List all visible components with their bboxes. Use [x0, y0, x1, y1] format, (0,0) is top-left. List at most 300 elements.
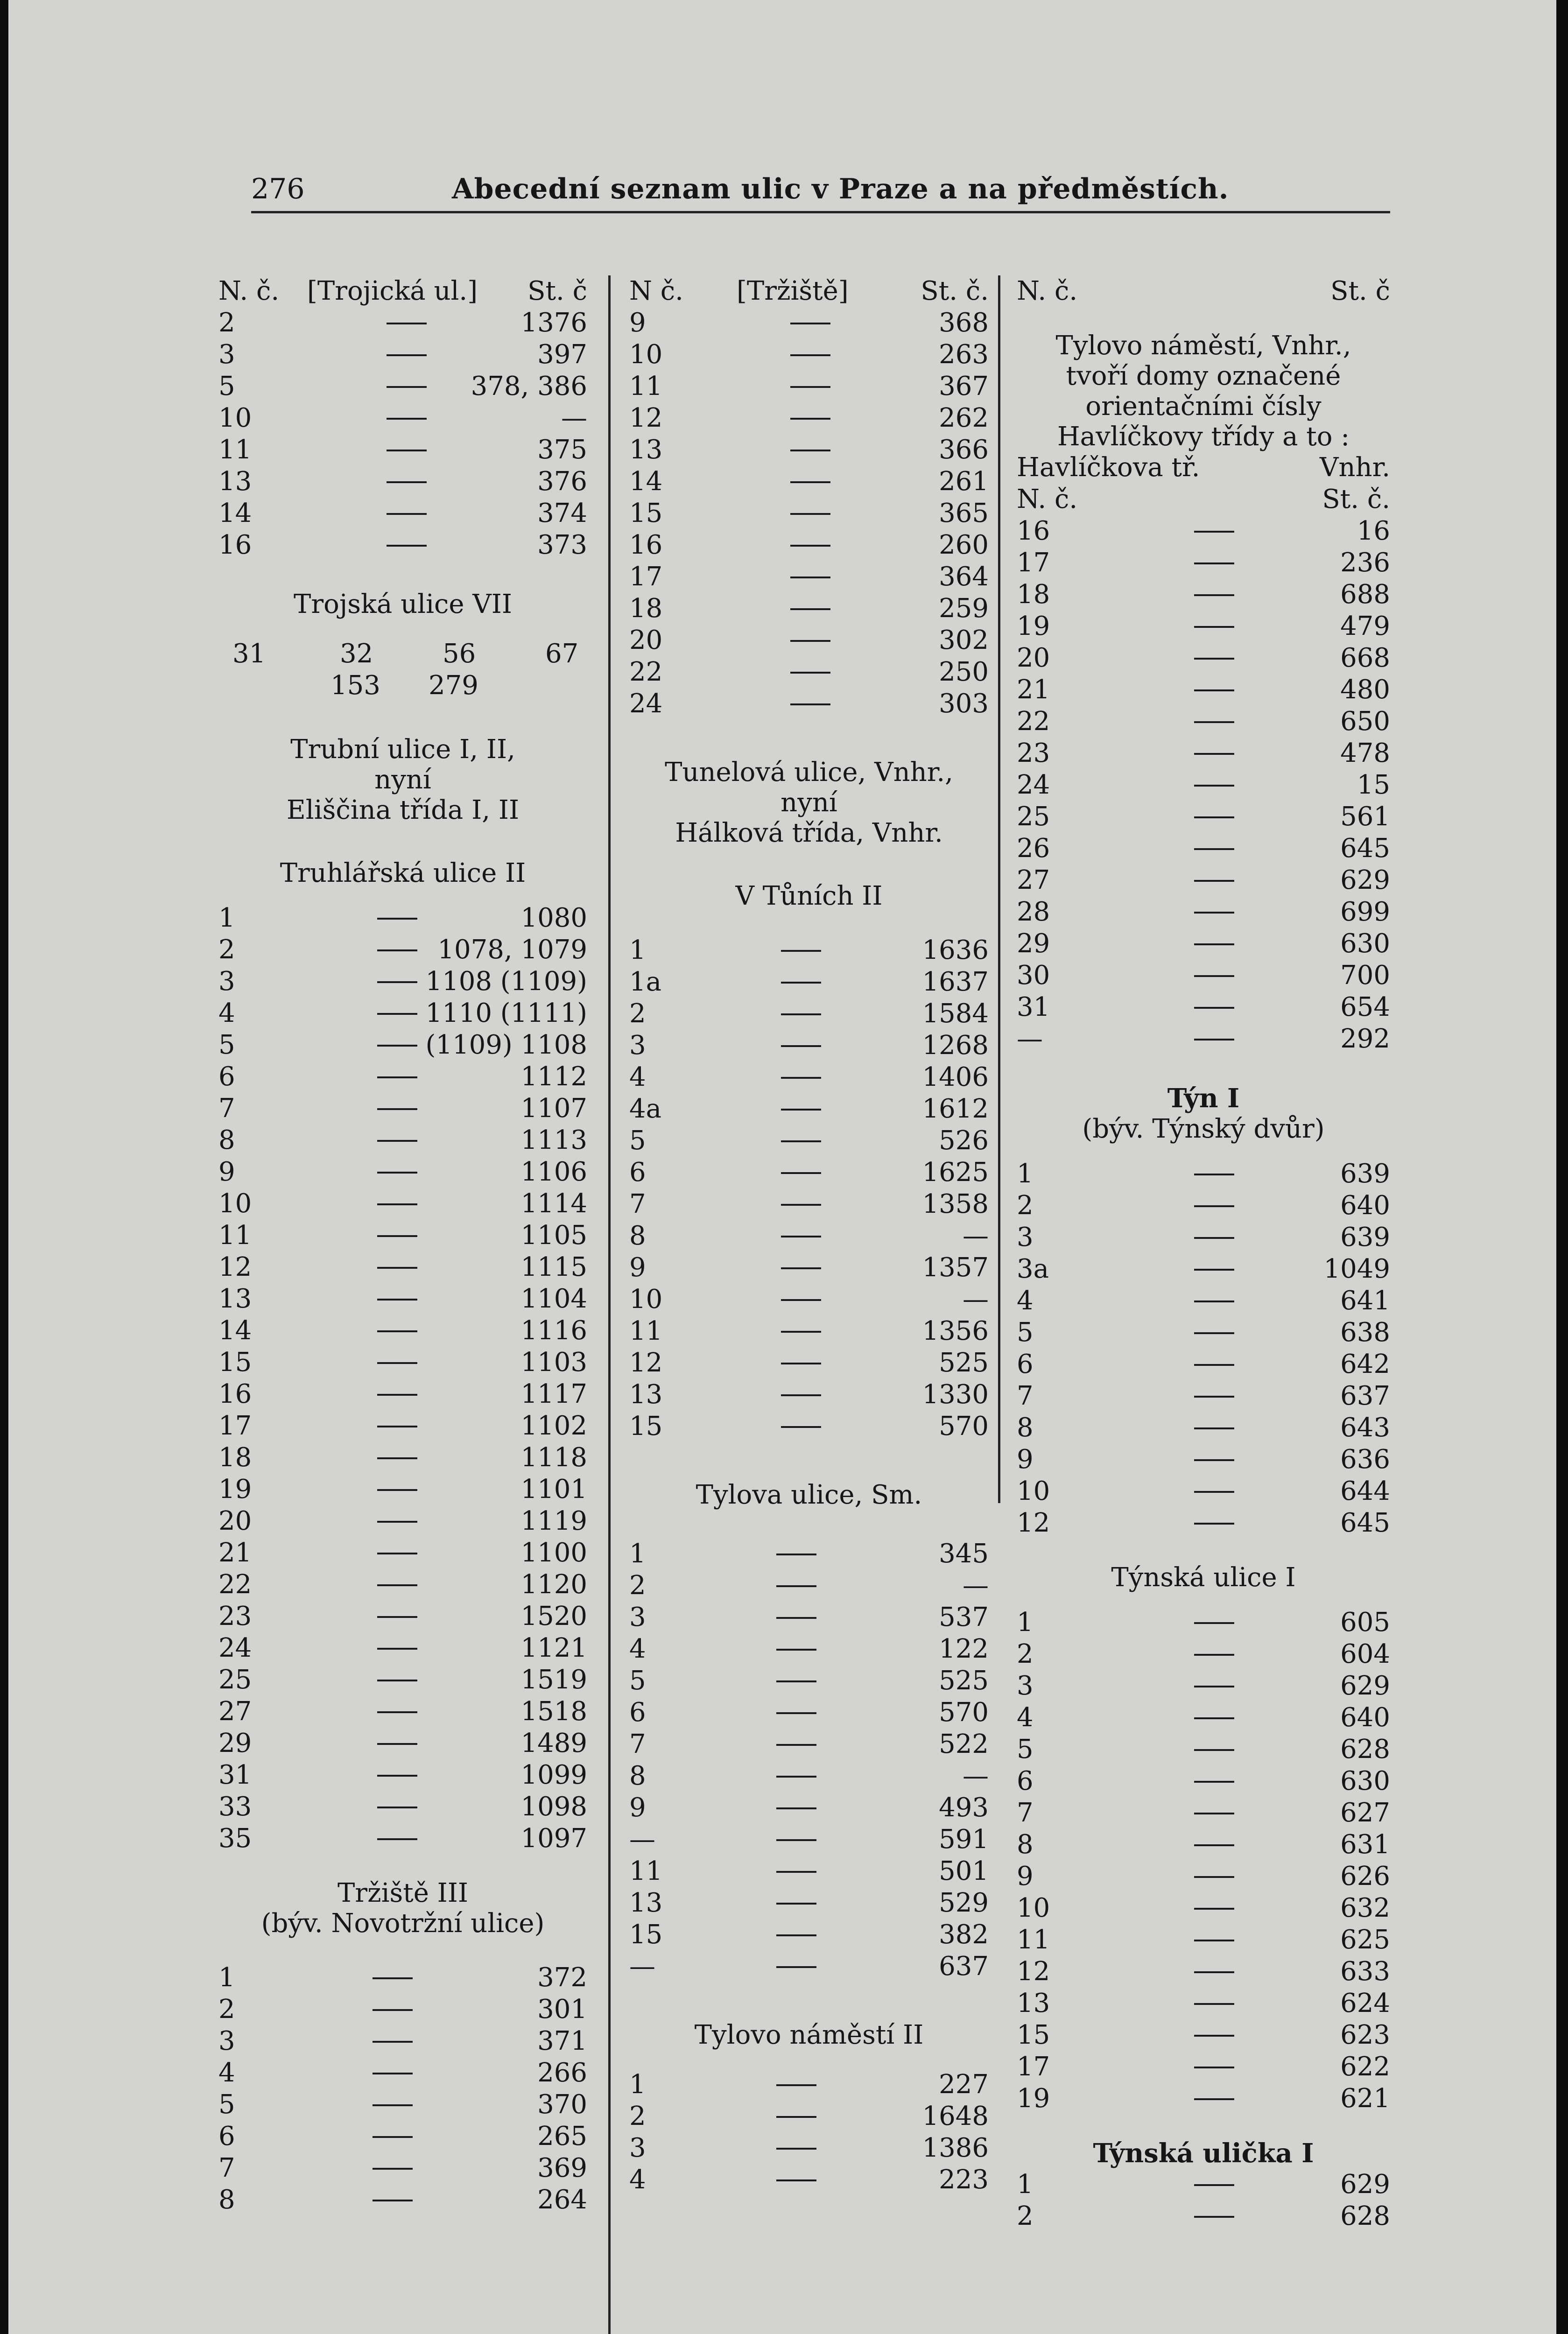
old-number: 1106	[520, 1157, 587, 1187]
house-number: 33	[218, 1792, 252, 1822]
list-item	[218, 1664, 587, 1696]
dash-separator	[1194, 594, 1234, 596]
dash-separator	[373, 2168, 413, 2170]
eliscina-title: Eliščina třída I, II	[286, 795, 520, 825]
house-number: 31	[218, 1760, 252, 1790]
tynska-title: Týnská ulice I	[1111, 1562, 1296, 1593]
list-item	[218, 307, 587, 339]
house-number: 6	[1017, 1766, 1034, 1796]
old-number: 122	[939, 1634, 989, 1664]
dash-separator	[373, 1977, 413, 1979]
dash-separator	[373, 2073, 413, 2074]
dash-separator	[781, 1331, 821, 1333]
house-number: 11	[218, 435, 252, 465]
dash-separator	[377, 1648, 417, 1650]
list-item	[629, 307, 989, 339]
house-number: 29	[218, 1728, 252, 1758]
list-item	[1017, 1797, 1390, 1829]
list-item	[218, 2089, 587, 2121]
house-number: 6	[629, 1697, 646, 1728]
tylovo-vnhr-line: Havlíčkovy třídy a to :	[1057, 422, 1350, 452]
house-number: 11	[629, 371, 663, 401]
list-item	[629, 1093, 989, 1125]
dash-separator	[1194, 1844, 1234, 1846]
tyn-title: Týn I	[1167, 1083, 1240, 1114]
list-item	[629, 1157, 989, 1188]
old-number: 16	[1357, 516, 1390, 546]
list-item	[1017, 1988, 1390, 2019]
dash-separator	[1194, 2003, 1234, 2005]
list-item	[629, 1188, 989, 1220]
list-item	[629, 2164, 989, 2196]
old-number: 1330	[922, 1379, 989, 1410]
column-divider-left	[608, 275, 611, 2334]
old-number: (1109) 1108	[425, 1030, 587, 1060]
house-number: 5	[218, 1030, 235, 1060]
list-item	[218, 2121, 587, 2152]
dash-separator	[377, 1076, 417, 1078]
house-number: 8	[218, 1125, 235, 1155]
havlickova-name: Havlíčkova tř.	[1017, 452, 1200, 483]
house-number: 28	[1017, 897, 1050, 927]
list-item	[218, 1759, 587, 1791]
dash-separator	[377, 1394, 417, 1396]
old-number: 367	[939, 371, 989, 401]
tylovo-title: Tylovo náměstí II	[694, 2020, 924, 2050]
house-number: 12	[1017, 1956, 1050, 1987]
trubni-now: nyní	[374, 765, 431, 795]
house-number: 27	[218, 1696, 252, 1727]
house-number: 1	[1017, 1159, 1034, 1189]
list-item	[629, 966, 989, 998]
list-item	[1017, 991, 1390, 1023]
dash-separator	[776, 1934, 816, 1936]
list-item	[1017, 1380, 1390, 1412]
dash-separator	[1194, 1876, 1234, 1878]
house-number: 9	[1017, 1444, 1034, 1475]
old-number: 1489	[520, 1728, 587, 1758]
list-item	[1017, 865, 1390, 896]
list-item	[218, 1823, 587, 1855]
dash-separator	[373, 2136, 413, 2138]
house-number: 17	[1017, 548, 1050, 578]
house-number: 3	[218, 339, 235, 370]
list-item	[629, 1919, 989, 1951]
tyn-rows	[1017, 1158, 1390, 1539]
dash-separator	[377, 918, 417, 920]
list-item	[1017, 1023, 1390, 1055]
dash-separator	[790, 354, 830, 356]
old-number: 628	[1340, 2201, 1390, 2231]
old-number: 260	[939, 530, 989, 560]
dash-separator	[781, 1299, 821, 1301]
dash-separator	[1194, 1686, 1234, 1687]
old-number: 1113	[520, 1125, 587, 1155]
old-number: 1100	[520, 1538, 587, 1568]
dash-separator	[776, 1617, 816, 1619]
list-item	[1017, 579, 1390, 611]
list-item	[1017, 1190, 1390, 1222]
house-number: 8	[629, 1761, 646, 1791]
house-number: 16	[1017, 516, 1050, 546]
house-number: 8	[629, 1221, 646, 1251]
dash-separator	[377, 1267, 417, 1269]
house-number: 6	[218, 1062, 235, 1092]
dash-separator	[1194, 1749, 1234, 1751]
dash-separator	[776, 1903, 816, 1905]
house-number: 5	[629, 1125, 646, 1156]
truhlarska-rows	[218, 902, 587, 1855]
tylovo-vnhr-line: orientačními čísly	[1085, 391, 1322, 422]
dash-separator	[781, 1394, 821, 1396]
house-number: 2	[218, 308, 235, 338]
dash-separator	[1194, 1301, 1234, 1302]
house-number: 1a	[629, 967, 662, 997]
house-number: 6	[1017, 1349, 1034, 1379]
house-number: 1	[218, 903, 235, 933]
old-number: 1518	[520, 1696, 587, 1727]
dash-separator	[387, 513, 427, 515]
old-number: —	[963, 1761, 989, 1791]
trojska-value: 67	[545, 639, 579, 669]
list-item	[629, 1633, 989, 1665]
havlickova-district: Vnhr.	[1320, 452, 1390, 483]
dash-separator	[1194, 2035, 1234, 2037]
house-number: 4	[629, 1634, 646, 1664]
list-item	[629, 1030, 989, 1062]
house-number: 5	[218, 371, 235, 401]
list-item	[218, 1093, 587, 1125]
house-number: 20	[218, 1506, 252, 1536]
list-item	[218, 1283, 587, 1315]
list-item	[218, 1994, 587, 2025]
old-number: 501	[939, 1856, 989, 1886]
old-number: 537	[939, 1602, 989, 1632]
old-number: 1356	[922, 1316, 989, 1346]
old-number: 561	[1340, 801, 1390, 832]
house-number: 3	[1017, 1222, 1034, 1252]
dash-separator	[1194, 943, 1234, 945]
house-number: 2	[1017, 1639, 1034, 1669]
old-number: 622	[1340, 2052, 1390, 2082]
list-item	[629, 1220, 989, 1252]
list-item	[629, 434, 989, 466]
list-item	[629, 2069, 989, 2101]
list-item	[1017, 1444, 1390, 1476]
house-number: 10	[1017, 1476, 1050, 1506]
list-item	[1017, 1702, 1390, 1734]
dash-separator	[1194, 721, 1234, 723]
house-number: 30	[1017, 960, 1050, 991]
list-item	[629, 339, 989, 371]
house-number: 14	[629, 466, 663, 497]
old-number: 15	[1357, 770, 1390, 800]
house-number: 18	[629, 593, 663, 624]
old-number: 525	[939, 1666, 989, 1696]
house-number: 12	[629, 1348, 663, 1378]
house-number: 8	[1017, 1829, 1034, 1860]
trziste-rows	[218, 1962, 587, 2216]
house-number: 4	[629, 2165, 646, 2195]
dash-separator	[1194, 1237, 1234, 1239]
dash-separator	[387, 481, 427, 483]
old-number: 633	[1340, 1956, 1390, 1987]
house-number: 27	[1017, 865, 1050, 895]
list-item	[1017, 833, 1390, 865]
list-item	[629, 1125, 989, 1157]
dash-separator	[373, 2104, 413, 2106]
old-number: 302	[939, 625, 989, 655]
old-number: 371	[537, 2026, 587, 2056]
dash-separator	[377, 981, 417, 983]
list-item	[629, 1729, 989, 1760]
list-item	[218, 1696, 587, 1728]
col2-head-name: [Tržiště]	[737, 276, 849, 306]
old-number: 493	[939, 1793, 989, 1823]
house-number: 15	[218, 1347, 252, 1378]
old-number: 1584	[922, 998, 989, 1029]
dash-separator	[373, 2200, 413, 2201]
old-number: 570	[939, 1411, 989, 1441]
list-item	[218, 998, 587, 1029]
list-item	[1017, 1956, 1390, 1988]
tylovo-rows	[629, 2069, 989, 2196]
dash-separator	[1194, 1007, 1234, 1009]
list-item	[1017, 1765, 1390, 1797]
col1-head-name: [Trojická ul.]	[307, 276, 478, 306]
house-number: 24	[218, 1633, 252, 1663]
subhead-no: N. č.	[1017, 484, 1078, 514]
old-number: 369	[537, 2153, 587, 2183]
col1-head-no: N. č.	[218, 276, 280, 306]
dash-separator	[1194, 531, 1234, 533]
old-number: 382	[939, 1919, 989, 1950]
column-2-head	[629, 275, 989, 307]
house-number: 7	[218, 2153, 235, 2183]
old-number: 1110 (1111)	[425, 998, 587, 1028]
dash-separator	[377, 1362, 417, 1364]
dash-separator	[781, 1363, 821, 1364]
dash-separator	[377, 1680, 417, 1681]
list-item	[218, 2057, 587, 2089]
house-number: 3	[1017, 1671, 1034, 1701]
dash-separator	[776, 1744, 816, 1746]
list-item	[1017, 1349, 1390, 1380]
house-number: 6	[629, 1157, 646, 1188]
list-item	[1017, 1924, 1390, 1956]
dash-separator	[387, 450, 427, 451]
dash-separator	[377, 1457, 417, 1459]
scanned-page	[8, 0, 1556, 2334]
list-item	[218, 1474, 587, 1505]
house-number: 9	[629, 308, 646, 338]
dash-separator	[790, 608, 830, 610]
house-number: —	[629, 1824, 655, 1855]
list-item	[218, 402, 587, 434]
dash-separator	[781, 1426, 821, 1428]
trojicka-rows	[218, 307, 587, 561]
dash-separator	[1194, 658, 1234, 660]
house-number: 7	[1017, 1381, 1034, 1411]
list-item	[629, 625, 989, 656]
house-number: 11	[629, 1856, 663, 1886]
dash-separator	[1194, 753, 1234, 755]
col1-head-st: St. č	[527, 276, 587, 306]
house-number: 8	[218, 2185, 235, 2215]
old-number: 345	[939, 1539, 989, 1569]
old-number: 630	[1340, 1766, 1390, 1796]
column-3-subhead	[1017, 484, 1390, 515]
old-number: 631	[1340, 1829, 1390, 1860]
house-number: 1	[629, 2069, 646, 2100]
house-number: 3	[218, 2026, 235, 2056]
list-item	[218, 371, 587, 402]
list-item	[1017, 738, 1390, 769]
dash-separator	[781, 1013, 821, 1015]
list-item	[218, 1632, 587, 1664]
old-number: 264	[537, 2185, 587, 2215]
old-number: 263	[939, 339, 989, 370]
house-number: 13	[629, 1888, 663, 1918]
old-number: 1520	[520, 1601, 587, 1631]
house-number: 1	[218, 1962, 235, 1993]
trojska-value: 32	[340, 639, 373, 669]
old-number: 522	[939, 1729, 989, 1759]
list-item	[1017, 1861, 1390, 1892]
old-number: 364	[939, 562, 989, 592]
old-number: 266	[537, 2058, 587, 2088]
house-number: 22	[218, 1569, 252, 1600]
old-number: 1636	[922, 935, 989, 965]
list-item	[1017, 1734, 1390, 1765]
house-number: 6	[218, 2121, 235, 2151]
dash-separator	[781, 1236, 821, 1237]
list-item	[218, 1188, 587, 1220]
house-number: 19	[218, 1474, 252, 1504]
old-number: 1117	[520, 1379, 587, 1409]
house-number: 8	[1017, 1413, 1034, 1443]
house-number: 26	[1017, 833, 1050, 864]
old-number: 374	[537, 498, 587, 528]
list-item	[629, 529, 989, 561]
dash-separator	[1194, 2067, 1234, 2068]
dash-separator	[776, 2148, 816, 2150]
house-number: 16	[218, 530, 252, 560]
list-item	[1017, 2019, 1390, 2051]
list-item	[629, 688, 989, 720]
old-number: 629	[1340, 2169, 1390, 2200]
ulicka-title: Týnská ulička I	[1093, 2138, 1314, 2169]
list-item	[218, 1347, 587, 1378]
dash-separator	[1194, 1717, 1234, 1719]
list-item	[629, 998, 989, 1030]
house-number: 31	[1017, 992, 1050, 1022]
dash-separator	[781, 1140, 821, 1142]
list-item	[1017, 2083, 1390, 2115]
trojska-title: Trojská ulice VII	[294, 589, 512, 619]
dash-separator	[1194, 1971, 1234, 1973]
list-item	[1017, 515, 1390, 547]
dash-separator	[377, 1299, 417, 1301]
list-item	[1017, 769, 1390, 801]
house-number: 4	[218, 998, 235, 1028]
dash-separator	[1194, 689, 1234, 691]
house-number: 12	[629, 403, 663, 433]
house-number: 23	[1017, 738, 1050, 768]
old-number: 478	[1340, 738, 1390, 768]
list-item	[629, 1062, 989, 1093]
old-number: 1519	[520, 1665, 587, 1695]
list-item	[629, 1856, 989, 1887]
old-number: 699	[1340, 897, 1390, 927]
tylova-rows	[629, 1538, 989, 1982]
list-item	[1017, 1253, 1390, 1285]
dash-separator	[377, 1235, 417, 1237]
old-number: 375	[537, 435, 587, 465]
old-number: 372	[537, 1962, 587, 1993]
old-number: 529	[939, 1888, 989, 1918]
old-number: 644	[1340, 1476, 1390, 1506]
list-item	[218, 1791, 587, 1823]
old-number: 605	[1340, 1607, 1390, 1638]
tylovo-vnhr-line: tvoří domy označené	[1066, 361, 1341, 391]
dash-separator	[1194, 975, 1234, 977]
old-number: 638	[1340, 1317, 1390, 1348]
list-item	[629, 1887, 989, 1919]
dash-separator	[781, 1172, 821, 1174]
old-number: 630	[1340, 928, 1390, 959]
dash-separator	[1194, 1491, 1234, 1493]
dash-separator	[776, 1585, 816, 1587]
list-item	[218, 934, 587, 966]
list-item	[629, 1951, 989, 1982]
dash-separator	[377, 1330, 417, 1332]
old-number: 1119	[520, 1506, 587, 1536]
dash-separator	[377, 1838, 417, 1840]
list-item	[629, 371, 989, 402]
col2-head-no: N č.	[629, 276, 683, 306]
house-number: 9	[1017, 1861, 1034, 1891]
house-number: 25	[1017, 801, 1050, 832]
house-number: 15	[1017, 2020, 1050, 2050]
old-number: 570	[939, 1697, 989, 1728]
dash-separator	[387, 418, 427, 420]
list-item	[629, 2132, 989, 2164]
house-number: 5	[218, 2089, 235, 2120]
old-number: 373	[537, 530, 587, 560]
old-number: 1078, 1079	[437, 935, 587, 965]
dash-separator	[1194, 2098, 1234, 2100]
old-number: 1376	[520, 308, 587, 338]
dash-separator	[377, 1489, 417, 1491]
old-number: 626	[1340, 1861, 1390, 1891]
house-number: 13	[629, 435, 663, 465]
house-number: 9	[218, 1157, 235, 1187]
old-number: 525	[939, 1348, 989, 1378]
house-number: 7	[218, 1093, 235, 1124]
list-item	[1017, 611, 1390, 642]
trziste-subtitle: (býv. Novotržní ulice)	[261, 1908, 545, 1939]
dash-separator	[1194, 2216, 1234, 2218]
house-number: —	[1017, 1024, 1043, 1054]
list-item	[629, 1792, 989, 1824]
house-number: 3a	[1017, 1254, 1049, 1284]
list-item	[629, 1538, 989, 1570]
dash-separator	[387, 323, 427, 324]
house-number: 14	[218, 498, 252, 528]
old-number: 301	[537, 1994, 587, 2025]
dash-separator	[1194, 1523, 1234, 1525]
